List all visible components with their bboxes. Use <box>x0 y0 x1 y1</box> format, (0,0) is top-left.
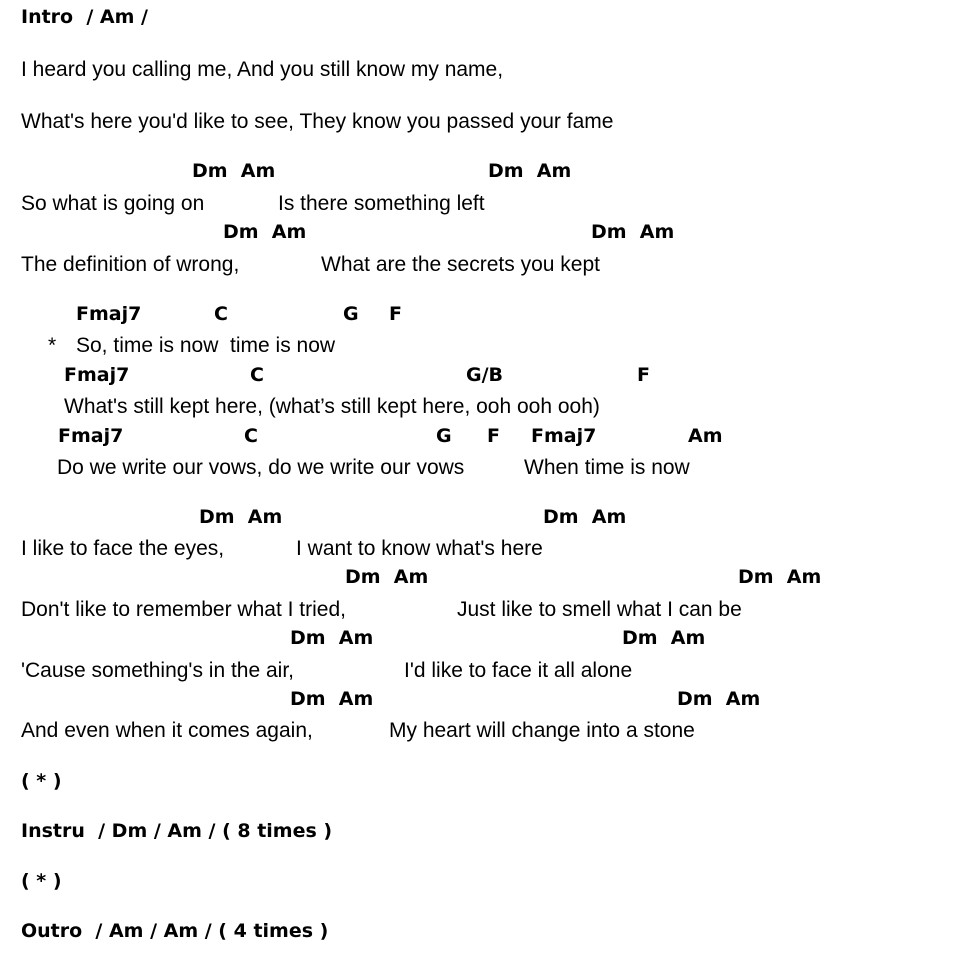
chord-label: Fmaj7 <box>76 303 142 325</box>
instru-heading: Instru / Dm / Am / ( 8 times ) <box>21 820 333 842</box>
chord-label: Fmaj7 <box>64 364 130 386</box>
chord-label: Dm Am <box>290 688 374 710</box>
chord-label: C <box>250 364 264 386</box>
lyric-line: The definition of wrong, <box>21 253 240 276</box>
lyric-line: What are the secrets you kept <box>321 253 600 276</box>
chord-label: G/B <box>466 364 504 386</box>
chord-label: F <box>637 364 650 386</box>
lyric-line: So, time is now time is now <box>76 334 336 357</box>
chord-label: F <box>487 425 500 447</box>
lyric-line: I like to face the eyes, <box>21 537 225 560</box>
chord-label: Dm Am <box>223 221 307 243</box>
chorus-marker: * <box>48 334 57 357</box>
chord-label: Dm Am <box>591 221 675 243</box>
chord-label: Dm Am <box>543 506 627 528</box>
outro-heading: Outro / Am / Am / ( 4 times ) <box>21 920 329 942</box>
intro-heading: Intro / Am / <box>21 6 148 28</box>
chord-label: Dm Am <box>345 566 429 588</box>
lyric-line: When time is now <box>524 456 690 479</box>
chord-label: G <box>343 303 359 325</box>
lyric-line: What's still kept here, (what’s still kept here, ooh ooh ooh) <box>64 395 600 418</box>
lyric-line: What's here you'd like to see, They know you passed your fame <box>21 110 614 133</box>
chord-label: Fmaj7 <box>58 425 124 447</box>
lyric-line: Is there something left <box>278 192 485 215</box>
lyric-line: Just like to smell what I can be <box>457 598 742 621</box>
chord-label: Dm Am <box>677 688 761 710</box>
chord-label: Dm Am <box>622 627 706 649</box>
lyric-line: So what is going on <box>21 192 205 215</box>
chord-label: Dm Am <box>488 160 572 182</box>
chord-label: Dm Am <box>738 566 822 588</box>
lyric-line: I heard you calling me, And you still know my name, <box>21 58 504 81</box>
chord-label: C <box>244 425 258 447</box>
chorus-reference: ( * ) <box>21 770 62 792</box>
chord-label: F <box>389 303 402 325</box>
chord-label: Dm Am <box>192 160 276 182</box>
chord-label: Dm Am <box>199 506 283 528</box>
lyric-line: I want to know what's here <box>296 537 543 560</box>
chord-label: C <box>214 303 228 325</box>
lyric-line: Do we write our vows, do we write our vows <box>57 456 465 479</box>
lyric-line: And even when it comes again, <box>21 719 313 742</box>
chord-label: Dm Am <box>290 627 374 649</box>
lyric-line: 'Cause something's in the air, <box>21 659 294 682</box>
lyric-line: My heart will change into a stone <box>389 719 695 742</box>
lyric-line: Don't like to remember what I tried, <box>21 598 346 621</box>
chord-label: G <box>436 425 452 447</box>
lyric-line: I'd like to face it all alone <box>404 659 633 682</box>
chorus-reference: ( * ) <box>21 870 62 892</box>
chord-label: Fmaj7 <box>531 425 597 447</box>
chord-label: Am <box>688 425 723 447</box>
